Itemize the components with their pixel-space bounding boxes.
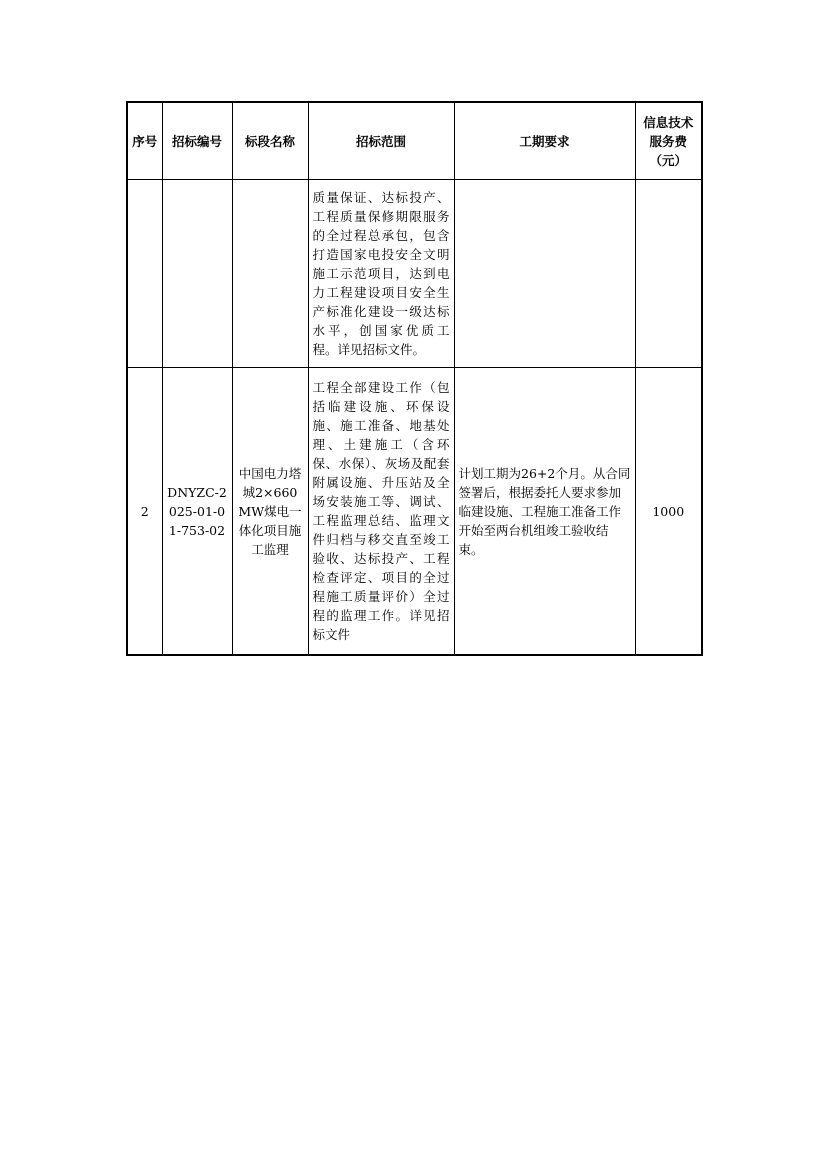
cell-period [454,180,635,368]
cell-scope: 工程全部建设工作（包括临建设施、环保设施、施工准备、地基处理、土建施工（含环保、水保）、灰场及配套附属设施、升压站及全场安装施工等、调试、工程监理总结、监理文件归档与移交直至竣工验收、达标投产、工程检查评定、项目的全过程施工质量评价）全过程的监理工作。详见招标文件 [308,368,454,656]
cell-period: 计划工期为26+2个月。从合同签署后，根据委托人要求参加临建设施、工程施工准备工作开始至两台机组竣工验收结束。 [454,368,635,656]
header-fee: 信息技术服务费（元） [635,102,702,180]
header-code: 招标编号 [162,102,232,180]
cell-seq: 2 [127,368,162,656]
cell-section: 中国电力塔城2×660MW煤电一体化项目施工监理 [232,368,308,656]
header-section: 标段名称 [232,102,308,180]
table-row [127,180,702,368]
table-row [127,368,702,656]
cell-section [232,180,308,368]
header-scope: 招标范围 [308,102,454,180]
cell-fee [635,180,702,368]
header-seq: 序号 [127,102,162,180]
cell-code: DNYZC-2025-01-01-753-02 [162,368,232,656]
table-header-row [127,102,702,180]
cell-code [162,180,232,368]
bid-table [126,101,703,656]
header-period: 工期要求 [454,102,635,180]
cell-scope: 质量保证、达标投产、工程质量保修期限服务的全过程总承包，包含打造国家电投安全文明施工示范项目，达到电力工程建设项目安全生产标准化建设一级达标水平，创国家优质工程。详见招标文件。 [308,180,454,368]
cell-fee: 1000 [635,368,702,656]
cell-seq [127,180,162,368]
